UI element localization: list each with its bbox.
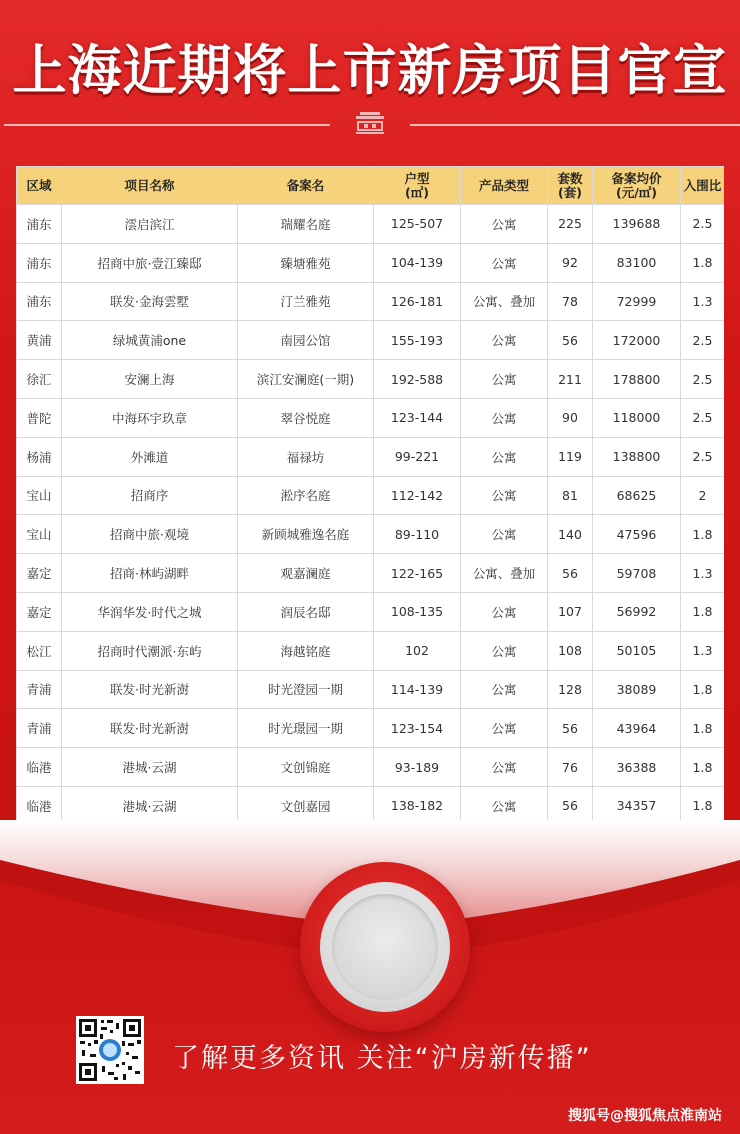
table-cell: 36388 [593,748,681,787]
table-row [17,360,725,399]
table-row [17,515,725,554]
table-cell: 安澜上海 [62,360,238,399]
column-header: 产品类型 [461,167,548,205]
table-row [17,437,725,476]
table-cell: 56 [548,321,593,360]
column-header: 备案名 [238,167,374,205]
table-cell: 1.8 [681,592,725,631]
column-header: 户型 (㎡) [374,167,461,205]
table-cell: 112-142 [374,476,461,515]
table-row [17,398,725,437]
table-cell: 招商时代潮派·东屿 [62,631,238,670]
table-cell: 1.8 [681,748,725,787]
table-cell: 润辰名邸 [238,592,374,631]
table-cell: 宝山 [17,476,62,515]
table-cell: 178800 [593,360,681,399]
table-cell: 公寓 [461,592,548,631]
table-cell: 中海环宇玖章 [62,398,238,437]
table-cell: 海越铭庭 [238,631,374,670]
table-cell: 123-144 [374,398,461,437]
table-cell: 1.8 [681,786,725,821]
table-cell: 47596 [593,515,681,554]
follow-text: 了解更多资讯 关注“沪房新传播” [172,1043,592,1074]
table-cell: 92 [548,243,593,282]
table-cell: 嘉定 [17,554,62,593]
table-cell: 102 [374,631,461,670]
table-cell: 155-193 [374,321,461,360]
table-cell: 临港 [17,786,62,821]
table-cell: 72999 [593,282,681,321]
table-cell: 松江 [17,631,62,670]
table-cell: 76 [548,748,593,787]
table-cell: 140 [548,515,593,554]
table-cell: 118000 [593,398,681,437]
source-watermark: 搜狐号@搜狐焦点淮南站 [568,1108,722,1124]
table-cell: 119 [548,437,593,476]
table-cell: 文创锦庭 [238,748,374,787]
qr-code-icon [76,1016,144,1084]
table-cell: 公寓 [461,437,548,476]
table-cell: 联发·金海雲墅 [62,282,238,321]
table-cell: 绿城黄浦one [62,321,238,360]
table-cell: 臻塘雅苑 [238,243,374,282]
table-cell: 114-139 [374,670,461,709]
table-cell: 黄浦 [17,321,62,360]
table-cell: 83100 [593,243,681,282]
table-row [17,282,725,321]
table-cell: 港城·云湖 [62,748,238,787]
table-cell: 122-165 [374,554,461,593]
table-cell: 徐汇 [17,360,62,399]
table-row [17,670,725,709]
column-header: 套数 (套) [548,167,593,205]
table-cell: 225 [548,205,593,244]
table-cell: 公寓 [461,515,548,554]
table-cell: 招商中旅·观境 [62,515,238,554]
table-cell: 淞序名庭 [238,476,374,515]
table-cell: 南园公馆 [238,321,374,360]
table-cell: 128 [548,670,593,709]
table-cell: 1.8 [681,709,725,748]
table-row [17,786,725,821]
table-cell: 公寓、叠加 [461,282,548,321]
table-cell: 浦东 [17,243,62,282]
table-cell: 50105 [593,631,681,670]
table-cell: 2.5 [681,398,725,437]
table-cell: 81 [548,476,593,515]
table-cell: 2.5 [681,321,725,360]
table-cell: 107 [548,592,593,631]
table-cell: 108-135 [374,592,461,631]
table-cell: 公寓 [461,321,548,360]
table-cell: 126-181 [374,282,461,321]
table-cell: 时光澄园一期 [238,670,374,709]
table-cell: 浦东 [17,205,62,244]
table-cell: 123-154 [374,709,461,748]
table-cell: 125-507 [374,205,461,244]
table-cell: 56 [548,554,593,593]
table-cell: 90 [548,398,593,437]
table-row [17,243,725,282]
table-cell: 公寓 [461,360,548,399]
table-cell: 56 [548,786,593,821]
ornament-icon [354,110,386,136]
column-header: 项目名称 [62,167,238,205]
table-cell: 浦东 [17,282,62,321]
table-cell: 2.5 [681,437,725,476]
column-header: 入围比 [681,167,725,205]
table-cell: 公寓 [461,205,548,244]
table-cell: 公寓 [461,709,548,748]
table-row [17,476,725,515]
table-body [17,205,725,822]
table-cell: 78 [548,282,593,321]
seal-core [332,894,438,1000]
column-header: 备案均价 (元/㎡) [593,167,681,205]
table-cell: 56 [548,709,593,748]
table-cell: 138-182 [374,786,461,821]
table-cell: 联发·时光新澍 [62,670,238,709]
table-cell: 翠谷悦庭 [238,398,374,437]
table-cell: 临港 [17,748,62,787]
table-cell: 138800 [593,437,681,476]
table-cell: 108 [548,631,593,670]
table-cell: 招商中旅·壹江臻邸 [62,243,238,282]
table-cell: 1.8 [681,515,725,554]
table-cell: 38089 [593,670,681,709]
table-row [17,321,725,360]
table-header-row [17,167,725,205]
table-cell: 公寓 [461,786,548,821]
table-cell: 华润华发·时代之城 [62,592,238,631]
table-cell: 汀兰雅苑 [238,282,374,321]
table-row [17,592,725,631]
table-cell: 杨浦 [17,437,62,476]
table-cell: 公寓 [461,670,548,709]
table-cell: 青浦 [17,670,62,709]
table-cell: 公寓 [461,476,548,515]
table-cell: 104-139 [374,243,461,282]
table-cell: 93-189 [374,748,461,787]
page-title: 上海近期将上市新房项目官宣 [12,39,728,102]
table-cell: 1.3 [681,554,725,593]
table-cell: 2.5 [681,205,725,244]
table-cell: 172000 [593,321,681,360]
divider-right [410,124,740,126]
table-row [17,631,725,670]
table-cell: 观嘉澜庭 [238,554,374,593]
table-cell: 34357 [593,786,681,821]
table-cell: 2 [681,476,725,515]
table-cell: 99-221 [374,437,461,476]
table-cell: 59708 [593,554,681,593]
table-cell: 港城·云湖 [62,786,238,821]
table-cell: 公寓 [461,243,548,282]
table-cell: 1.8 [681,243,725,282]
table-cell: 福禄坊 [238,437,374,476]
table-cell: 普陀 [17,398,62,437]
table-cell: 联发·时光新澍 [62,709,238,748]
table-row [17,709,725,748]
table-cell: 43964 [593,709,681,748]
table-cell: 211 [548,360,593,399]
table-cell: 公寓 [461,748,548,787]
table-cell: 宝山 [17,515,62,554]
table-cell: 瑞耀名庭 [238,205,374,244]
table-cell: 时光璟园一期 [238,709,374,748]
table-cell: 公寓、叠加 [461,554,548,593]
table-cell: 澐启滨江 [62,205,238,244]
table-cell: 滨江安澜庭(一期) [238,360,374,399]
table-cell: 公寓 [461,631,548,670]
divider-left [4,124,330,126]
table-cell: 1.8 [681,670,725,709]
table-cell: 2.5 [681,360,725,399]
table-cell: 文创嘉园 [238,786,374,821]
table-cell: 青浦 [17,709,62,748]
table-cell: 外滩道 [62,437,238,476]
table-cell: 1.3 [681,282,725,321]
table-cell: 89-110 [374,515,461,554]
table-cell: 192-588 [374,360,461,399]
column-header: 区域 [17,167,62,205]
table-cell: 56992 [593,592,681,631]
project-table [16,166,724,821]
table-row [17,748,725,787]
table-cell: 新顾城雅逸名庭 [238,515,374,554]
table-cell: 68625 [593,476,681,515]
table-row [17,554,725,593]
table-cell: 139688 [593,205,681,244]
table-cell: 招商序 [62,476,238,515]
table-cell: 公寓 [461,398,548,437]
table-row [17,205,725,244]
table-cell: 招商·林屿湖畔 [62,554,238,593]
table-cell: 1.3 [681,631,725,670]
table-cell: 嘉定 [17,592,62,631]
